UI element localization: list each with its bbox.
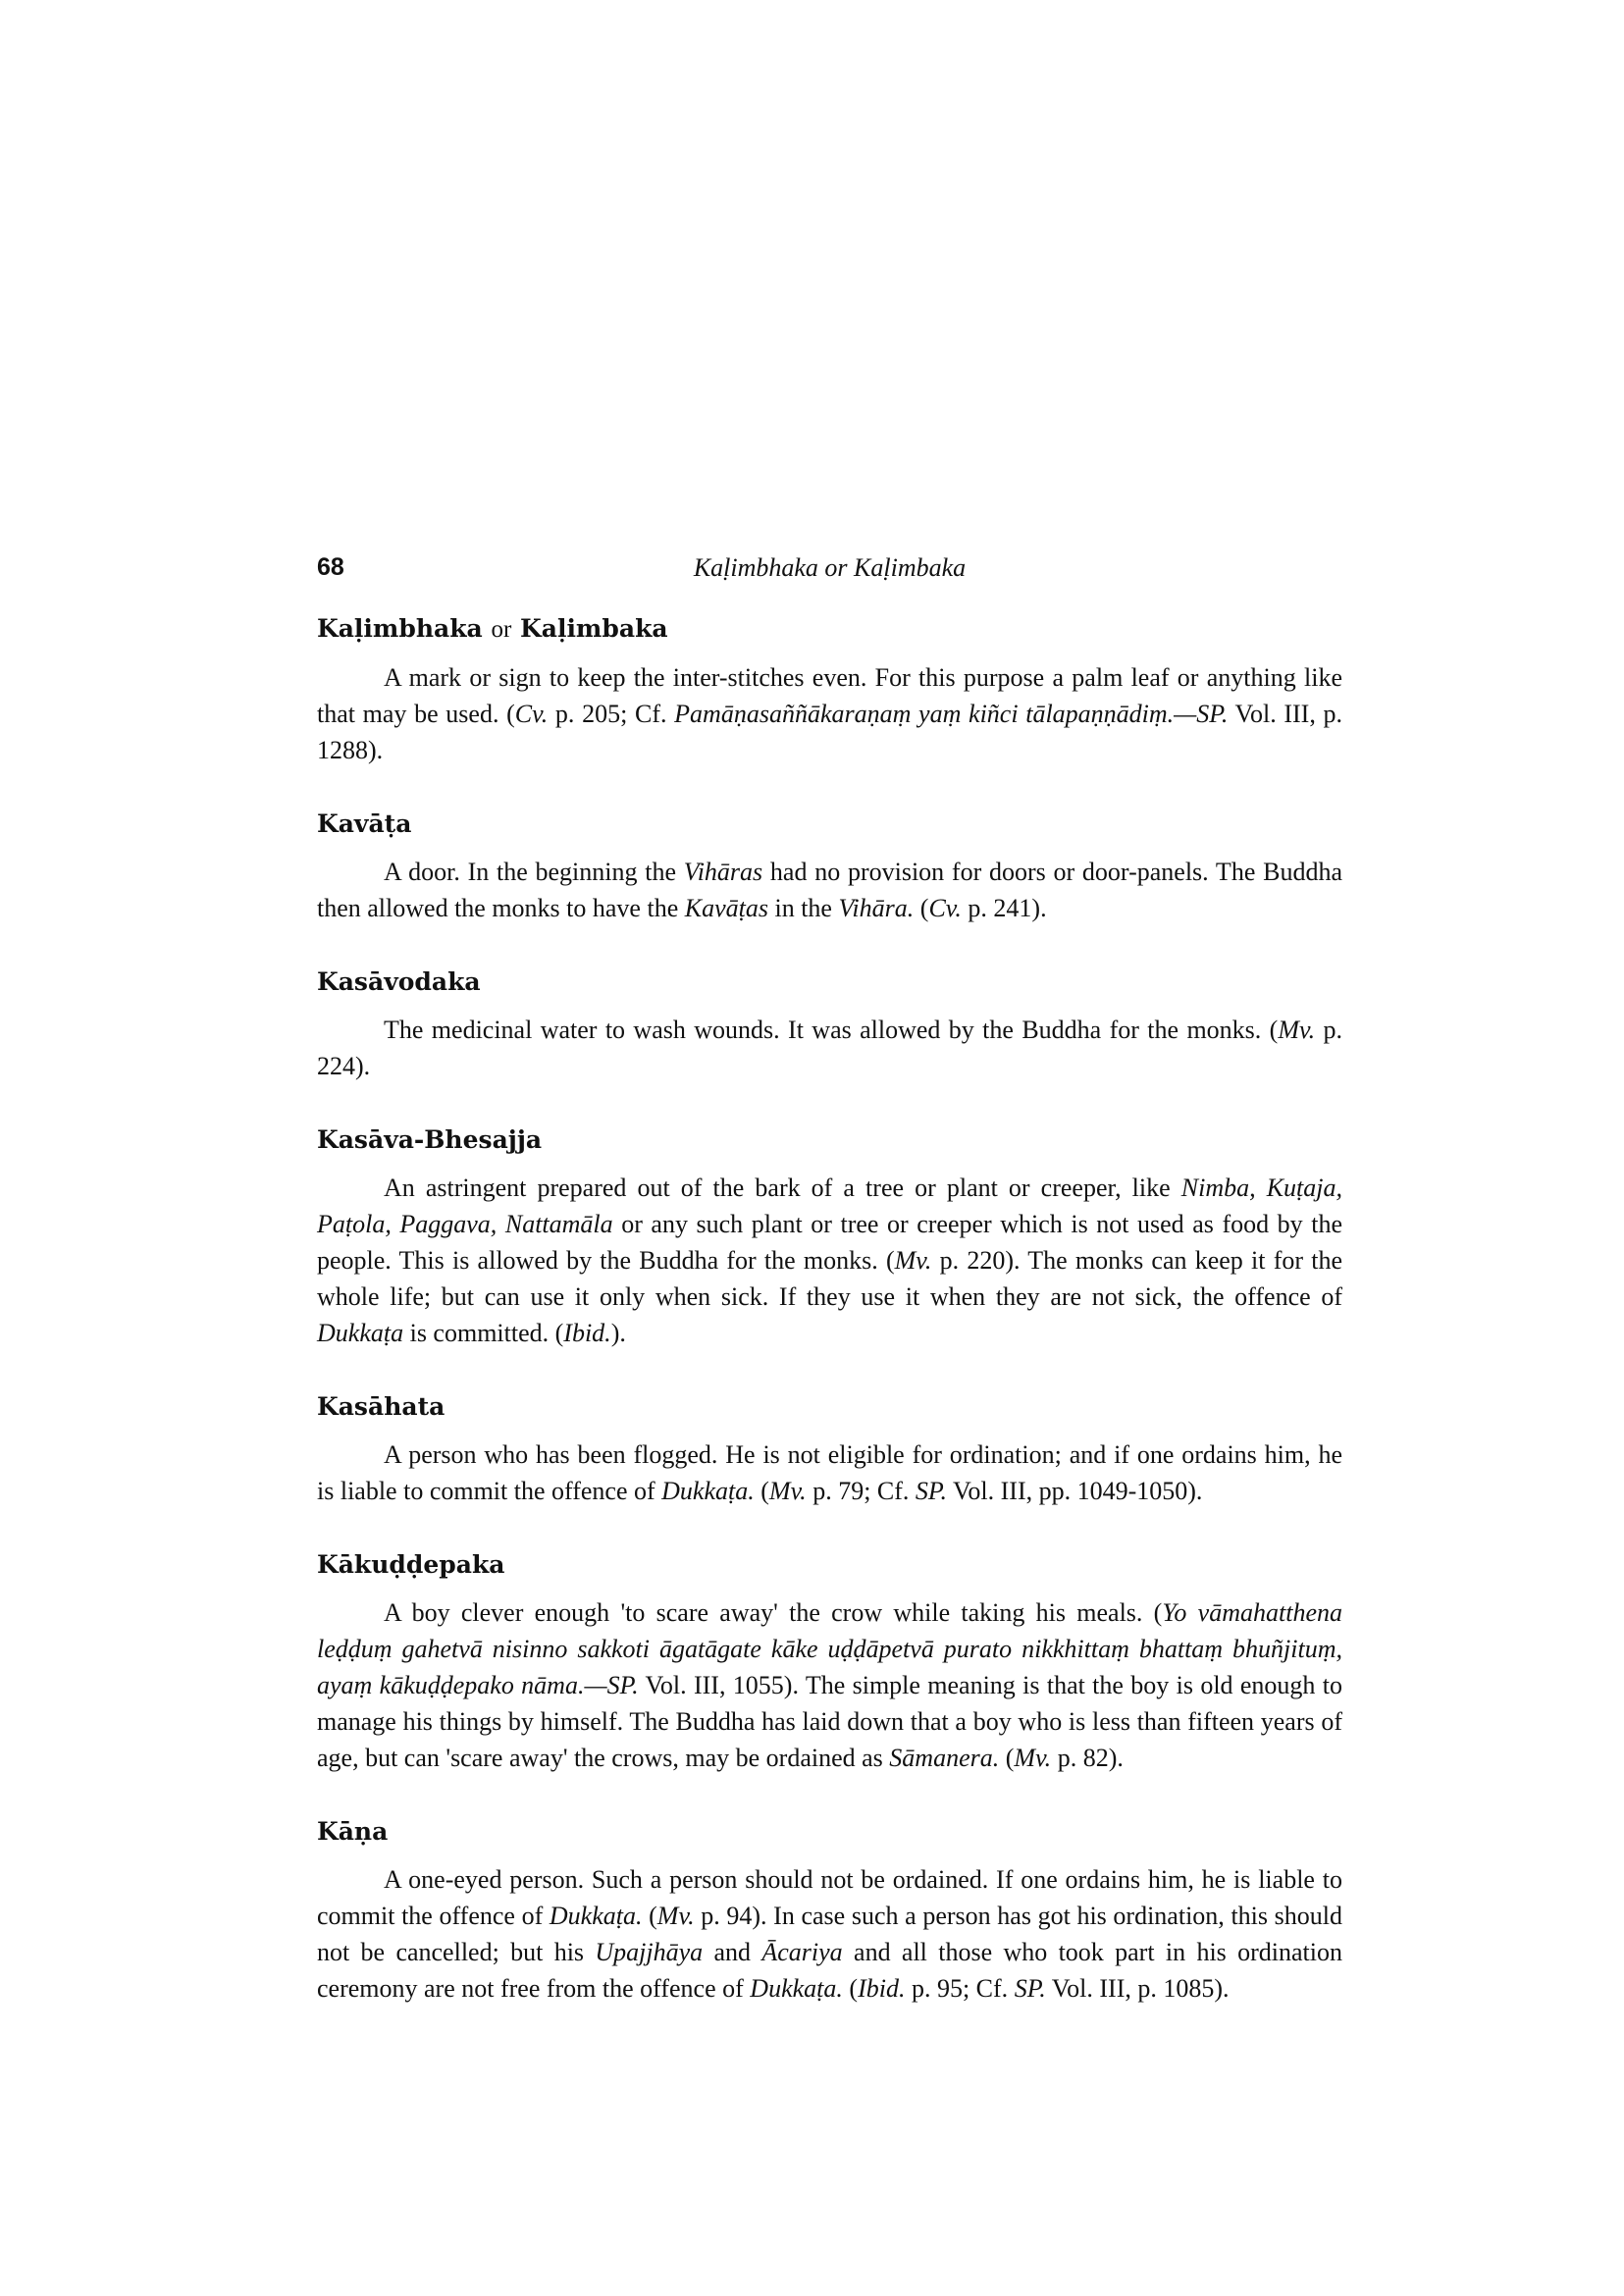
- headword-or: or: [491, 616, 512, 643]
- entry-definition: A boy clever enough 'to scare away' the crow while taking his meals. (Yo vāmahatthena leḍḍuṃ gahetvā nisinno sakkoti āgatāgate kāke uḍḍāpetvā purato nikkhittaṃ bhattaṃ bhuñjituṃ, ayaṃ kākuḍḍepako nāma.—SP. Vol. III, 1055). The simple meaning is that the boy is old enough to manage his things by himself. The Buddha has laid down that a boy who is less than fifteen years of age, but can 'scare away' the crows, may be ordained as Sāmanera. (Mv. p. 82).: [317, 1598, 1343, 1772]
- headword-alt: Kaḷimbaka: [520, 614, 668, 643]
- headword: Kāṇa: [317, 1817, 389, 1846]
- entry-kasavodaka: [317, 964, 1342, 1084]
- running-title: Kaḷimbhaka or Kaḷimbaka: [693, 553, 967, 582]
- headword: Kākuḍḍepaka: [317, 1550, 505, 1579]
- entry-kalimbhaka: [317, 610, 1342, 768]
- entry-kavata: [317, 806, 1342, 926]
- headword: [317, 610, 1342, 648]
- headword: Kasāva-Bhesajja: [317, 1125, 543, 1154]
- running-head: [317, 549, 1342, 589]
- headword-text: Kaḷimbhaka: [317, 614, 483, 643]
- entry-kana: [317, 1813, 1342, 2007]
- headword: Kasāhata: [317, 1392, 445, 1421]
- entry-definition: A mark or sign to keep the inter-stitches even. For this purpose a palm leaf or anything like that may be used. (Cv. p. 205; Cf. Pamāṇasaññākaraṇaṃ yaṃ kiñci tālapaṇṇādiṃ.—SP. Vol. III, p. 1288).: [317, 663, 1343, 764]
- entry-definition: A one-eyed person. Such a person should not be ordained. If one ordains him, he is liable to commit the offence of Dukkaṭa. (Mv. p. 94). In case such a person has got his ordination, this should not be cancelled; but his Upajjhāya and Ācariya and all those who took part in his ordination ceremony are not free from the offence of Dukkaṭa. (Ibid. p. 95; Cf. SP. Vol. III, p. 1085).: [317, 1865, 1342, 2003]
- entry-kakuddepaka: [317, 1546, 1342, 1776]
- entry-definition: A person who has been flogged. He is not eligible for ordination; and if one ordains him, he is liable to commit the offence of Dukkaṭa. (Mv. p. 79; Cf. SP. Vol. III, pp. 1049-1050).: [317, 1440, 1342, 1505]
- entry-definition: An astringent prepared out of the bark of a tree or plant or creeper, like Nimba, Kuṭaja, Paṭola, Paggava, Nattamāla or any such plant or tree or creeper which is not used as food by the people. This is allowed by the Buddha for the monks. (Mv. p. 220). The monks can keep it for the whole life; but can use it only when sick. If they use it when they are not sick, the offence of Dukkaṭa is committed. (Ibid.).: [317, 1174, 1342, 1347]
- headword: Kasāvodaka: [317, 967, 481, 996]
- entry-kasava-bhesajja: [317, 1122, 1342, 1351]
- page-number: 68: [317, 553, 344, 581]
- headword: Kavāṭa: [317, 809, 412, 838]
- dictionary-page: [317, 549, 1342, 2044]
- entry-definition: A door. In the beginning the Vihāras had no provision for doors or door-panels. The Buddha then allowed the monks to have the Kavāṭas in the Vihāra. (Cv. p. 241).: [317, 858, 1342, 922]
- entry-kasahata: [317, 1388, 1342, 1509]
- entry-definition: The medicinal water to wash wounds. It was allowed by the Buddha for the monks. (Mv. p. 224).: [317, 1016, 1343, 1080]
